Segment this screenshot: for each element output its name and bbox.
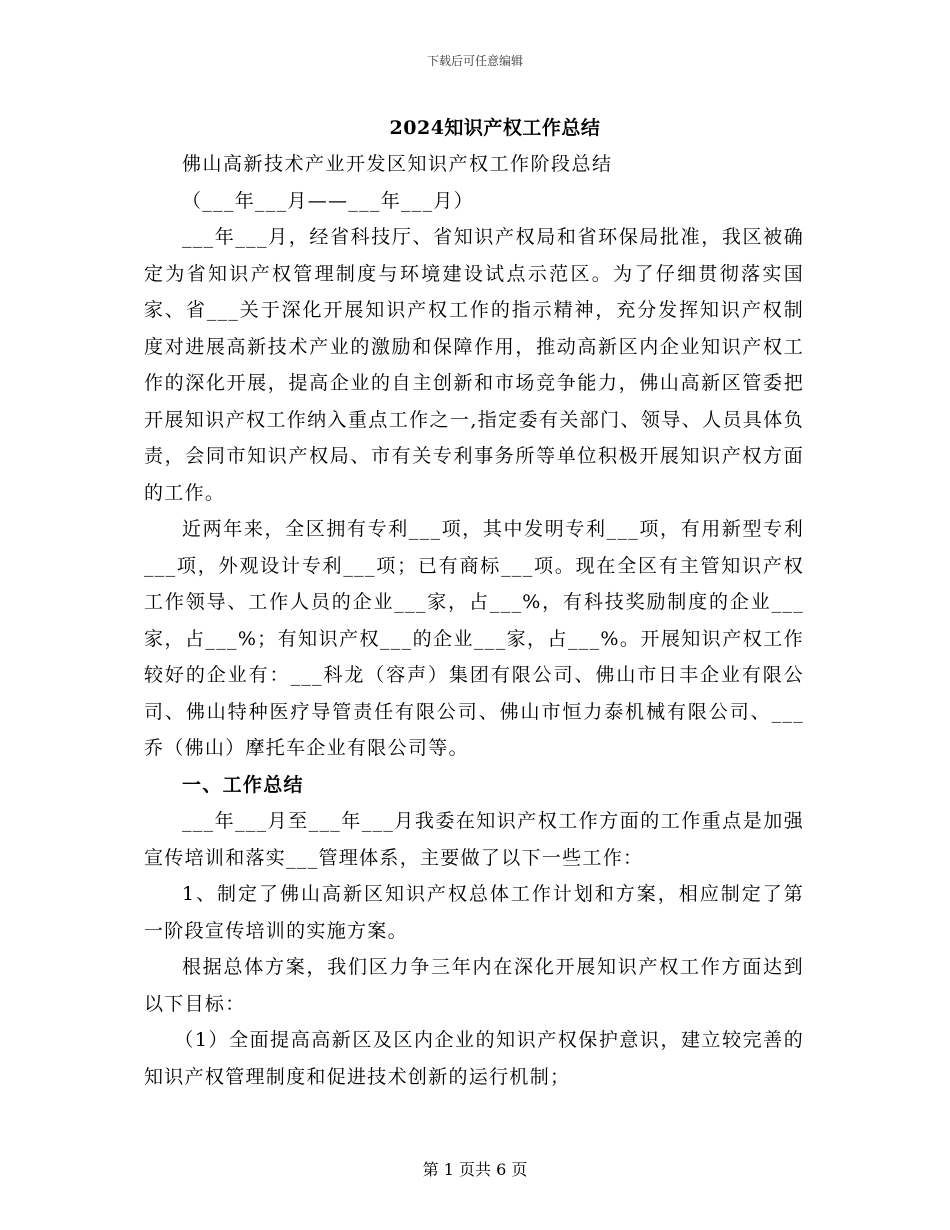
- document-subtitle: 佛山高新技术产业开发区知识产权工作阶段总结: [182, 153, 613, 175]
- body-paragraph: ___年___月至___年___月我委在知识产权工作方面的工作重点是加强宣传培训和落实___管理体系，主要做了以下一些工作：: [144, 810, 804, 869]
- section-heading: 一、工作总结: [182, 773, 304, 796]
- body-paragraph: 根据总体方案，我们区力争三年内在深化开展知识产权工作方面达到以下目标：: [144, 956, 804, 1015]
- body-paragraph: 1、制定了佛山高新区知识产权总体工作计划和方案，相应制定了第一阶段宣传培训的实施方案。: [144, 883, 804, 942]
- document-body: [144, 146, 804, 1095]
- document-title: 2024知识产权工作总结: [389, 117, 601, 139]
- page-header-note: 下载后可任意编辑: [426, 54, 523, 68]
- page-footer-number: 第 1 页共 6 页: [422, 1160, 528, 1179]
- body-paragraph: 近两年来，全区拥有专利___项，其中发明专利___项，有用新型专利___项，外观设计专利___项；已有商标___项。现在全区有主管知识产权工作领导、工作人员的企业___家，占___%，有科技奖励制度的企业___家，占___%；有知识产权___的企业___家，占___%。开展知识产权工作较好的企业有：___科龙（容声）集团有限公司、佛山市日丰企业有限公司、佛山特种医疗导管责任有限公司、佛山市恒力泰机械有限公司、___乔（佛山）摩托车企业有限公司等。: [144, 518, 804, 759]
- date-range: （___年___月——___年___月）: [182, 189, 475, 212]
- list-item: （1）全面提高高新区及区内企业的知识产权保护意识，建立较完善的知识产权管理制度和促进技术创新的运行机制；: [144, 1029, 804, 1088]
- body-paragraph: ___年___月，经省科技厅、省知识产权局和省环保局批准，我区被确定为省知识产权管理制度与环境建设试点示范区。为了仔细贯彻落实国家、省___关于深化开展知识产权工作的指示精神，充分发挥知识产权制度对进展高新技术产业的激励和保障作用，推动高新区内企业知识产权工作的深化开展，提高企业的自主创新和市场竞争能力，佛山高新区管委把开展知识产权工作纳入重点工作之一,指定委有关部门、领导、人员具体负责，会同市知识产权局、市有关专利事务所等单位积极开展知识产权方面的工作。: [144, 226, 804, 504]
